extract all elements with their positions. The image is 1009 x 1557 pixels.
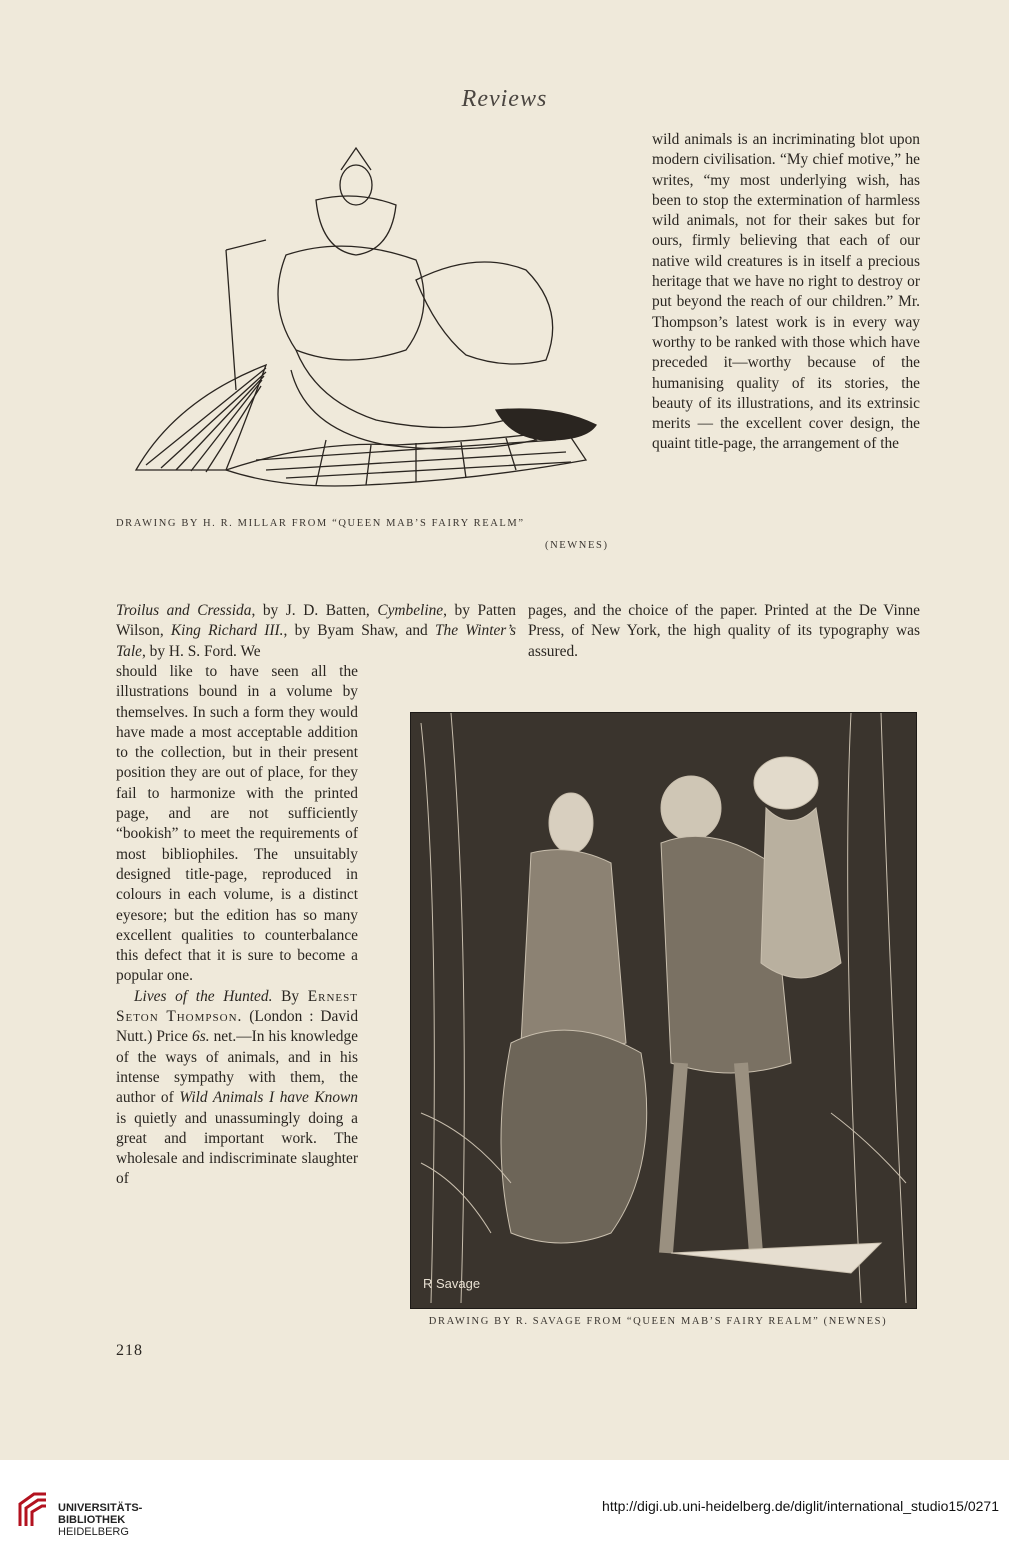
title-winters-tale: The Winter’s Tale: [116, 622, 516, 660]
text-run: , by H. S. Ford. We: [141, 642, 261, 660]
caption-figure-1: DRAWING BY H. R. MILLAR FROM “QUEEN MAB’S FAIRY REALM”: [116, 518, 525, 529]
text-run: (London : David Nutt.) Price: [116, 1008, 359, 1046]
page-number: 218: [116, 1342, 143, 1359]
left-column-text: [116, 662, 358, 1190]
savage-drawing: [410, 712, 917, 1309]
logo-line: UNIVERSITÄTS-: [58, 1502, 143, 1514]
title-richard: King Richard III.: [170, 622, 284, 640]
text-run: , by J. D. Batten,: [251, 602, 378, 619]
left-wide-text: [116, 601, 516, 662]
text-run: net.—In his knowledge of the ways of animals, and in his intense sympathy with them, the author of: [116, 1028, 358, 1107]
logo-line: BIBLIOTHEK: [58, 1514, 126, 1526]
running-head: Reviews: [461, 86, 548, 112]
right-wide-text: [528, 601, 920, 662]
fig2-signature: R Savage: [423, 1276, 481, 1291]
paragraph-review: [116, 987, 358, 1190]
text-run: , by Patten Wilson,: [116, 602, 516, 640]
library-logo-icon: [16, 1490, 50, 1530]
review-title: Lives of the Hunted.: [134, 987, 273, 1005]
source-url-link[interactable]: http://digi.ub.uni-heidelberg.de/diglit/international_studio15/0271: [602, 1498, 999, 1514]
paragraph: [116, 601, 516, 662]
paragraph: should like to have seen all the illustrations bound in a volume by themselves. In such a form they would have made a most acceptable addition to the collection, but in their present position they are out of place, for they fail to harmonize with the printed page, and are not sufficiently “bookish” to meet the requirements of most bibliophiles. The unsuitably designed title-page, reproduced in colours in each volume, is a distinct eyesore; but the edition has so many excellent qualities to counterbalance this defect that it is sure to become a popular one.: [116, 663, 358, 985]
title-troilus: Troilus and Cressida: [116, 602, 252, 619]
logo-line: HEIDELBERG: [58, 1526, 129, 1538]
review-author: Ernest Seton Thompson.: [116, 987, 358, 1026]
text-run: By: [272, 987, 308, 1005]
title-cymbeline: Cymbeline: [377, 602, 444, 619]
library-logo-text: [58, 1502, 142, 1538]
paragraph: wild animals is an incriminating blot upon modern civilisation. “My chief motive,” he writes, “my most underlying wish, has been to stop the extermination of harmless wild animals, not for their sakes but for ours, firmly believing that each of our native wild creatures is in itself a precious heritage that we have no right to destroy or put beyond the reach of our children.” Mr. Thompson’s latest work is in every way worthy to be ranked with those which have preceded it—worthy because of the humanising quality of its stories, the beauty of its illustrations, and its extrinsic merits — the excellent cover design, the quaint title-page, the arrangement of the: [652, 131, 920, 453]
review-price: 6s.: [192, 1028, 210, 1046]
caption-figure-1-publisher: (NEWNES): [545, 540, 609, 551]
review-book-title: Wild Animals I have Known: [179, 1089, 359, 1107]
millar-drawing: [116, 140, 626, 515]
caption-figure-2: DRAWING BY R. SAVAGE FROM “QUEEN MAB’S FAIRY REALM” (NEWNES): [428, 1316, 888, 1327]
paragraph: pages, and the choice of the paper. Printed at the De Vinne Press, of New York, the high quality of its typography was assured.: [528, 602, 920, 660]
right-column-top-text: [652, 130, 920, 455]
text-run: is quietly and unassumingly doing a great and important work. The wholesale and indiscriminate slaughter of: [116, 1109, 358, 1188]
text-run: , by Byam Shaw, and: [283, 622, 435, 640]
